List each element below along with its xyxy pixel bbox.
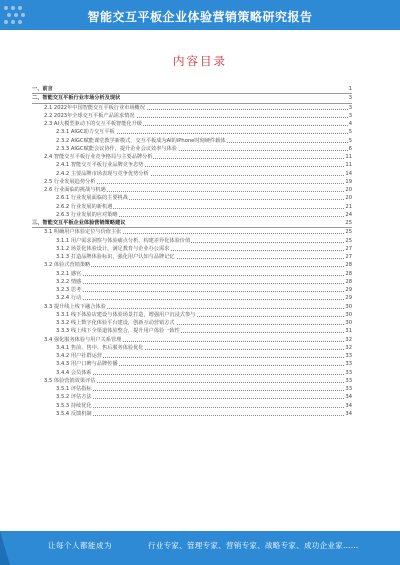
toc-entry-text: 3.3.2 线上数字化体验平台建设，创新互动营销方式 <box>56 320 175 326</box>
toc-entry-text: 2.3.3 AIGC赋能会议协作，提升企业会议效率与体验 <box>56 145 177 152</box>
toc-entry-text: 3.5 体验营销效果评估 <box>44 377 96 384</box>
toc-entry-page: 29 <box>345 295 352 302</box>
toc-entry[interactable] <box>32 186 352 194</box>
toc-entry-page: 5 <box>348 129 352 136</box>
toc-dot-leader <box>56 275 348 276</box>
toc-entry-page: 28 <box>345 270 352 277</box>
table-of-contents <box>32 85 352 418</box>
toc-entry[interactable] <box>32 270 352 278</box>
toc-entry[interactable] <box>32 104 352 112</box>
toc-entry[interactable] <box>32 327 352 335</box>
toc-entry-page: 34 <box>345 394 352 401</box>
toc-entry[interactable] <box>32 120 352 128</box>
toc-entry[interactable] <box>32 245 352 253</box>
toc-dot-leader <box>56 374 348 375</box>
toc-entry-page: 28 <box>345 262 352 269</box>
toc-entry-text: 2.3.1 AIGC助力交互平板 <box>56 129 115 136</box>
toc-entry-text: 3.1.3 打造品牌体验标识，强化用户认知与品牌记忆 <box>56 254 175 260</box>
toc-entry-page: 29 <box>345 287 352 293</box>
toc-entry[interactable] <box>32 85 352 94</box>
toc-entry-page: 3 <box>348 104 352 111</box>
toc-entry-text: 2.6.1 行业发展面临的主要挑战 <box>56 195 128 202</box>
toc-entry-text: 2.3 AI大模型驱动下的交互平板智能化升级 <box>44 121 142 127</box>
toc-entry[interactable] <box>32 369 352 377</box>
toc-entry[interactable] <box>32 377 352 385</box>
toc-entry[interactable] <box>32 261 352 269</box>
toc-entry-text: 3.1.2 场景化体验设计，满足教育与企业办公需求 <box>56 245 170 252</box>
toc-entry[interactable] <box>32 336 352 344</box>
toc-dot-leader <box>56 299 348 300</box>
toc-entry[interactable] <box>32 286 352 294</box>
toc-entry-page: 27 <box>345 245 352 252</box>
toc-entry-page: 14 <box>345 170 352 177</box>
toc-entry-page: 28 <box>345 278 352 285</box>
toc-entry-text: 3.4.3 用户口碑与品牌传播 <box>56 361 118 368</box>
toc-entry-text: 2.5 行业发展趋势分析 <box>44 178 96 185</box>
toc-entry[interactable] <box>32 112 352 120</box>
toc-entry[interactable] <box>32 278 352 286</box>
toc-dot-leader <box>56 283 348 284</box>
toc-heading: 内容目录 <box>173 54 227 68</box>
toc-entry-text: 三、智能交互平板企业体验营销策略建议 <box>32 220 126 226</box>
toc-entry-text: 3.5.4 反馈机制 <box>56 410 92 417</box>
toc-entry[interactable] <box>32 137 352 145</box>
toc-entry-text: 3.2.3 思考 <box>56 287 82 293</box>
toc-entry-text: 3.4.1 售前、售中、售后服务体验优化 <box>56 344 144 351</box>
toc-entry-text: 2.2 2023年全球交互平板产品需求情况 <box>44 112 135 119</box>
toc-entry-text: 3.5.2 评估方法 <box>56 394 92 401</box>
toc-dot-leader <box>56 415 348 416</box>
toc-entry-page: 4 <box>348 121 352 127</box>
toc-entry[interactable] <box>32 253 352 261</box>
toc-entry-page: 32 <box>345 336 352 343</box>
toc-entry-page: 30 <box>345 303 352 310</box>
toc-entry[interactable] <box>32 228 352 236</box>
toc-entry-page: 31 <box>345 328 352 335</box>
toc-dot-leader <box>56 407 348 408</box>
toc-entry[interactable] <box>32 178 352 186</box>
toc-entry[interactable] <box>32 294 352 302</box>
toc-entry-text: 2.4.2 主要品牌市场表现与竞争优势分析 <box>56 170 149 177</box>
report-header-band <box>0 0 400 30</box>
toc-entry[interactable] <box>32 303 352 311</box>
toc-entry[interactable] <box>32 203 352 211</box>
toc-entry[interactable] <box>32 211 352 219</box>
toc-entry-page: 33 <box>345 353 352 359</box>
toc-entry[interactable] <box>32 153 352 161</box>
toc-entry-page: 19 <box>345 178 352 185</box>
toc-entry-page: 32 <box>345 344 352 351</box>
toc-entry-text: 3.2.2 情感 <box>56 278 82 285</box>
toc-entry-page: 24 <box>345 211 352 218</box>
toc-entry[interactable] <box>32 194 352 202</box>
toc-entry-text: 二、智能交互平板行业市场分析及现状 <box>32 95 121 102</box>
toc-entry-page: 33 <box>345 369 352 376</box>
toc-entry[interactable] <box>32 402 352 410</box>
toc-entry[interactable] <box>32 94 352 103</box>
toc-entry[interactable] <box>32 311 352 319</box>
toc-entry-page: 1 <box>348 86 352 92</box>
toc-entry-text: 3.4.4 会员体系 <box>56 369 92 376</box>
toc-entry-text: 3.4.2 用户社群运营 <box>56 353 102 359</box>
toc-entry-text: 2.3.2 AIGC赋能课堂教学新模式，交互平板成为AI的iPhone时刻硬件载体 <box>56 137 226 144</box>
toc-entry-page: 20 <box>345 187 352 193</box>
toc-entry-page: 25 <box>345 229 352 236</box>
toc-entry-text: 3.2.4 行动 <box>56 295 82 302</box>
toc-entry-page: 25 <box>345 237 352 244</box>
toc-entry[interactable] <box>32 393 352 401</box>
toc-entry-text: 2.4.1 智能交互平板行业品牌竞争态势 <box>56 162 144 169</box>
toc-entry-text: 3.5.3 持续优化 <box>56 402 92 409</box>
toc-entry-text: 3.1.1 用户需求洞察与体验痛点分析，构建差异化体验价值 <box>56 237 191 244</box>
toc-entry-page: 3 <box>348 95 352 102</box>
toc-entry[interactable] <box>32 161 352 169</box>
footer-band <box>0 531 400 565</box>
footer-slogan-roles: 行业专家、管理专家、营销专家、战略专家、成功企业家…… <box>148 541 359 550</box>
footer-slogan-lead: 让每个人都能成为 <box>48 541 112 550</box>
toc-entry-text: 3.1 明确用户体验定位与价值主张 <box>44 229 122 236</box>
toc-entry[interactable] <box>32 385 352 393</box>
toc-entry-page: 25 <box>345 220 352 226</box>
toc-dot-leader <box>56 390 348 391</box>
toc-entry-page: 21 <box>345 203 352 210</box>
toc-entry-text: 3.2 体验式营销策略 <box>44 262 91 269</box>
toc-entry-page: 33 <box>345 386 352 392</box>
toc-entry-text: 2.1 2022年中国智能交互平板行业市场概况 <box>44 104 145 111</box>
report-title: 智能交互平板企业体验营销策略研究报告 <box>87 10 313 24</box>
toc-entry-page: 11 <box>345 154 352 160</box>
toc-entry-text: 2.6.3 行业发展的应对策略 <box>56 211 118 218</box>
toc-entry-page: 20 <box>345 195 352 202</box>
toc-entry-text: 3.2.1 感官 <box>56 270 82 277</box>
toc-entry[interactable] <box>32 219 352 228</box>
toc-entry[interactable] <box>32 360 352 368</box>
toc-entry-text: 3.4 强化服务体验与用户关系管理 <box>44 336 122 343</box>
toc-entry-page: 11 <box>345 162 352 169</box>
toc-entry[interactable] <box>32 128 352 136</box>
toc-entry-page: 6 <box>348 145 352 152</box>
toc-entry[interactable] <box>32 352 352 360</box>
toc-entry[interactable] <box>32 237 352 245</box>
toc-entry-page: 34 <box>345 402 352 409</box>
toc-entry-text: 一、前言 <box>32 86 53 92</box>
toc-entry-text: 2.6.2 行业发展的新机遇 <box>56 203 113 210</box>
toc-entry-page: 34 <box>345 410 352 417</box>
toc-entry-page: 5 <box>348 137 352 144</box>
toc-entry-page: 33 <box>345 377 352 384</box>
toc-entry-text: 2.6 行业面临的挑战与机遇 <box>44 187 106 193</box>
toc-dot-leader <box>56 398 348 399</box>
toc-entry-text: 3.3.1 线下体验店建设与体验场景打造，增强用户沉浸式参与 <box>56 311 196 318</box>
toc-entry-page: 30 <box>345 311 352 318</box>
toc-entry-text: 3.3 提升线上线下融合体验 <box>44 303 106 310</box>
toc-entry-text: 3.5.1 评估指标 <box>56 386 92 392</box>
toc-entry[interactable] <box>32 319 352 327</box>
toc-entry[interactable] <box>32 410 352 418</box>
toc-entry-text: 3.3.3 线上线下全渠道体验整合，提升用户体验一致性 <box>56 328 180 335</box>
toc-entry-page: 3 <box>348 112 352 119</box>
toc-entry[interactable] <box>32 170 352 178</box>
toc-dot-leader <box>56 291 348 292</box>
toc-entry-page: 30 <box>345 320 352 326</box>
toc-entry-page: 33 <box>345 361 352 368</box>
toc-entry-text: 2.4 智能交互平板行业竞争格局与主要品牌分析 <box>44 154 153 160</box>
toc-entry-page: 27 <box>345 254 352 260</box>
footer-accent <box>0 531 10 565</box>
toc-entry[interactable] <box>32 145 352 153</box>
toc-entry[interactable] <box>32 344 352 352</box>
